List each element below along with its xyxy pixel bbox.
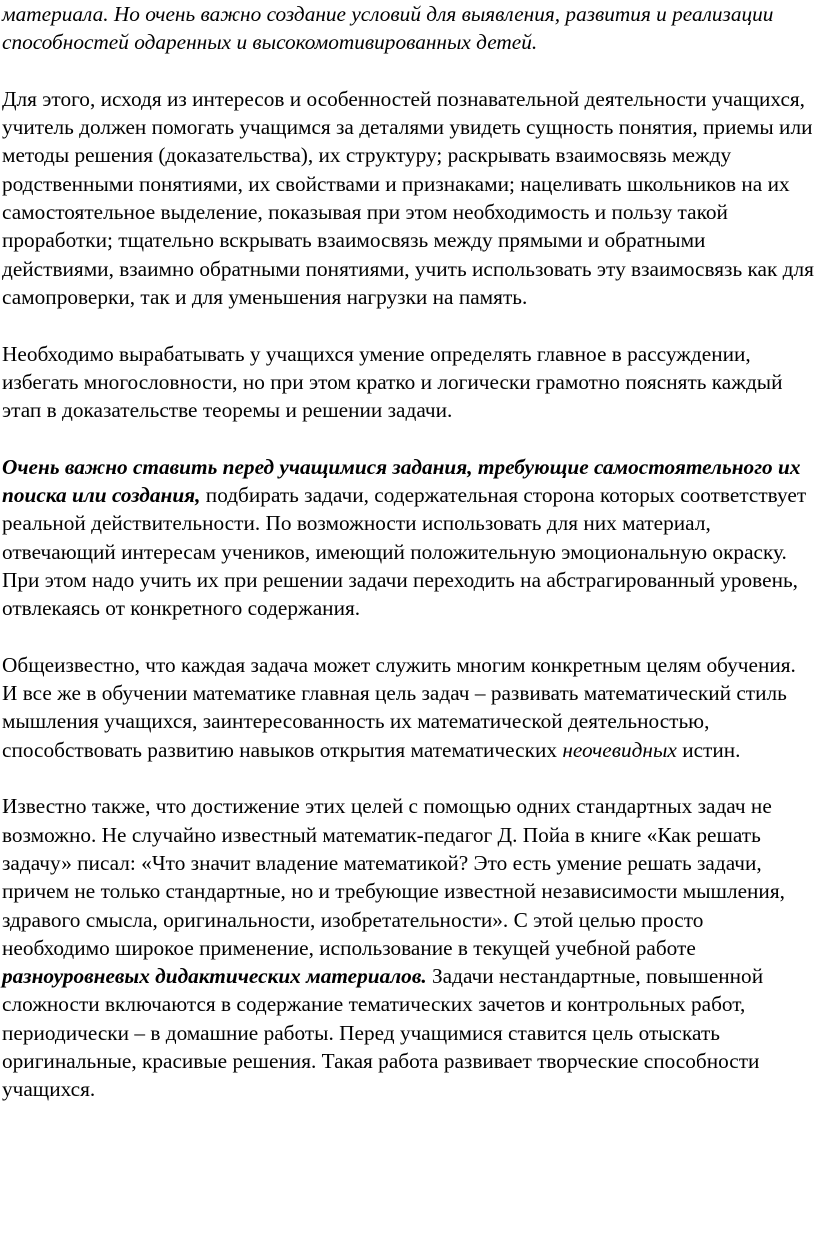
paragraph-5-text-after: истин. (676, 737, 741, 762)
paragraph-5-italic: неочевидных (562, 737, 677, 762)
paragraph-6-emphasis: разноуровневых дидактических материалов. (2, 964, 427, 989)
paragraph-5-text-before: Общеизвестно, что каждая задача может служить многим конкретным целям обучения. И все же в обучении математике главная цель задач – развивать математический стиль мышления учащихся, заинтересованность их математической деятельностью, способствовать развитию навыков открытия математических (2, 652, 796, 762)
paragraph-4-emphasis: Очень важно ставить перед учащимися задания, требующие самостоятельного их поиска или создания, (2, 454, 801, 508)
paragraph-6-text-after: Задачи нестандартные, повышенной сложности включаются в содержание тематических зачетов и контрольных работ, периодически – в домашние работы. Перед учащимися ставится цель отыскать оригинальные, красивые решения. Такая работа развивает творческие способности учащихся. (2, 964, 764, 1102)
paragraph-4 (2, 453, 814, 623)
paragraph-6 (2, 792, 814, 1103)
paragraph-2 (2, 85, 814, 311)
paragraph-5 (2, 651, 814, 764)
document-page (2, 0, 814, 1132)
paragraph-1-italic: материала. Но очень важно создание условий для выявления, развития и реализации способностей одаренных и высокомотивированных детей. (2, 2, 774, 55)
paragraph-3-text: Необходимо вырабатывать у учащихся умение определять главное в рассуждении, избегать многословности, но при этом кратко и логически грамотно пояснять каждый этап в доказательстве теоремы и решении задачи. (2, 341, 783, 423)
paragraph-3 (2, 340, 814, 425)
paragraph-6-text-before: Известно также, что достижение этих целей с помощью одних стандартных задач не возможно. Не случайно известный математик-педагог Д. Пойа в книге «Как решать задачу» писал: «Что значит владение математикой? Это есть умение решать задачи, причем не только стандартные, но и требующие известной независимости мышления, здравого смысла, оригинальности, изобретательности». С этой целью просто необходимо широкое применение, использование в текущей учебной работе (2, 794, 785, 960)
paragraph-1 (2, 0, 814, 57)
paragraph-2-text: Для этого, исходя из интересов и особенностей познавательной деятельности учащихся, учитель должен помогать учащимся за деталями увидеть сущность понятия, приемы или методы решения (доказательства), их структуру; раскрывать взаимосвязь между родственными понятиями, их свойствами и признаками; нацеливать школьников на их самостоятельное выделение, показывая при этом необходимость и пользу такой проработки; тщательно вскрывать взаимосвязь между прямыми и обратными действиями, взаимно обратными понятиями, учить использовать эту взаимосвязь как для самопроверки, так и для уменьшения нагрузки на память. (2, 86, 814, 309)
paragraph-4-text: подбирать задачи, содержательная сторона которых соответствует реальной действительности. По возможности использовать для них материал, отвечающий интересам учеников, имеющий положительную эмоциональную окраску. При этом надо учить их при решении задачи переходить на абстрагированный уровень, отвлекаясь от конкретного содержания. (2, 483, 807, 621)
